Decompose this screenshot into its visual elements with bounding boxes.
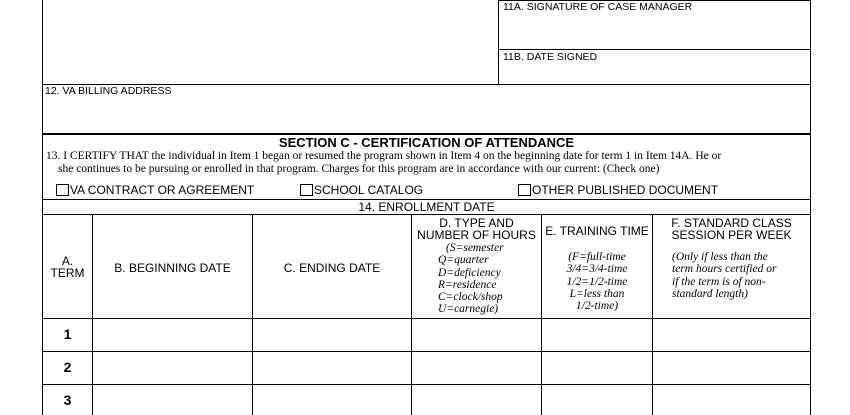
term-row-1-number: 1 bbox=[63, 326, 72, 342]
col-c-header: C. ENDING DATE bbox=[283, 261, 381, 275]
term-row-2-number: 2 bbox=[63, 359, 72, 375]
col-a-header: A. TERM bbox=[50, 254, 85, 280]
row3-type-hours[interactable] bbox=[412, 385, 541, 415]
row3-ending-date[interactable] bbox=[253, 385, 411, 415]
row3-beginning-date[interactable] bbox=[93, 385, 252, 415]
signature-case-manager-field[interactable] bbox=[499, 14, 810, 48]
row1-type-hours[interactable] bbox=[412, 319, 541, 351]
col-d-header: D. TYPE AND NUMBER OF HOURS bbox=[417, 216, 536, 242]
row2-beginning-date[interactable] bbox=[93, 352, 252, 384]
row3-training-time[interactable] bbox=[542, 385, 652, 415]
col-f-header: F. STANDARD CLASS SESSION PER WEEK bbox=[671, 216, 792, 242]
signature-case-manager-label: 11A. SIGNATURE OF CASE MANAGER bbox=[503, 1, 693, 13]
enrollment-date-title: 14. ENROLLMENT DATE bbox=[358, 200, 495, 214]
row2-type-hours[interactable] bbox=[412, 352, 541, 384]
other-published-label: OTHER PUBLISHED DOCUMENT bbox=[532, 183, 719, 197]
school-catalog-checkbox[interactable] bbox=[300, 184, 313, 196]
col-f-notes: (Only if less than the term hours certified or if the term is of non- standard length) bbox=[672, 251, 777, 300]
va-billing-address-field[interactable] bbox=[43, 98, 810, 132]
col-e-notes: (F=full-time 3/4=3/4-time 1/2=1/2-time L=less than 1/2-time) bbox=[566, 251, 628, 313]
term-row-3-number: 3 bbox=[63, 392, 72, 408]
row1-beginning-date[interactable] bbox=[93, 319, 252, 351]
certify-text-line1: 13. I CERTIFY THAT the individual in Item 1 began or resumed the program shown in Item 4 on the beginning date for term 1 in Item 14A. He or bbox=[46, 150, 722, 162]
row1-class-session[interactable] bbox=[653, 319, 810, 351]
school-catalog-label: SCHOOL CATALOG bbox=[314, 183, 424, 197]
row1-ending-date[interactable] bbox=[253, 319, 411, 351]
other-published-checkbox[interactable] bbox=[518, 184, 531, 196]
va-contract-label: VA CONTRACT OR AGREEMENT bbox=[70, 183, 255, 197]
row2-ending-date[interactable] bbox=[253, 352, 411, 384]
row2-training-time[interactable] bbox=[542, 352, 652, 384]
date-signed-label: 11B. DATE SIGNED bbox=[503, 51, 598, 63]
row2-class-session[interactable] bbox=[653, 352, 810, 384]
col-e-header: E. TRAINING TIME bbox=[545, 224, 649, 238]
va-contract-checkbox[interactable] bbox=[56, 184, 69, 196]
col-b-header: B. BEGINNING DATE bbox=[114, 261, 231, 275]
row1-training-time[interactable] bbox=[542, 319, 652, 351]
certify-text-line2: she continues to be pursuing or enrolled in that program. Charges for this program are in accordance with our current: (Check one) bbox=[58, 163, 660, 175]
va-billing-address-label: 12. VA BILLING ADDRESS bbox=[45, 85, 172, 97]
row3-class-session[interactable] bbox=[653, 385, 810, 415]
section-c-title: SECTION C - CERTIFICATION OF ATTENDANCE bbox=[278, 135, 575, 150]
date-signed-field[interactable] bbox=[499, 64, 810, 84]
col-d-notes: (S=semester Q=quarter D=deficiency R=residence C=clock/shop U=carnegie) bbox=[438, 242, 504, 316]
